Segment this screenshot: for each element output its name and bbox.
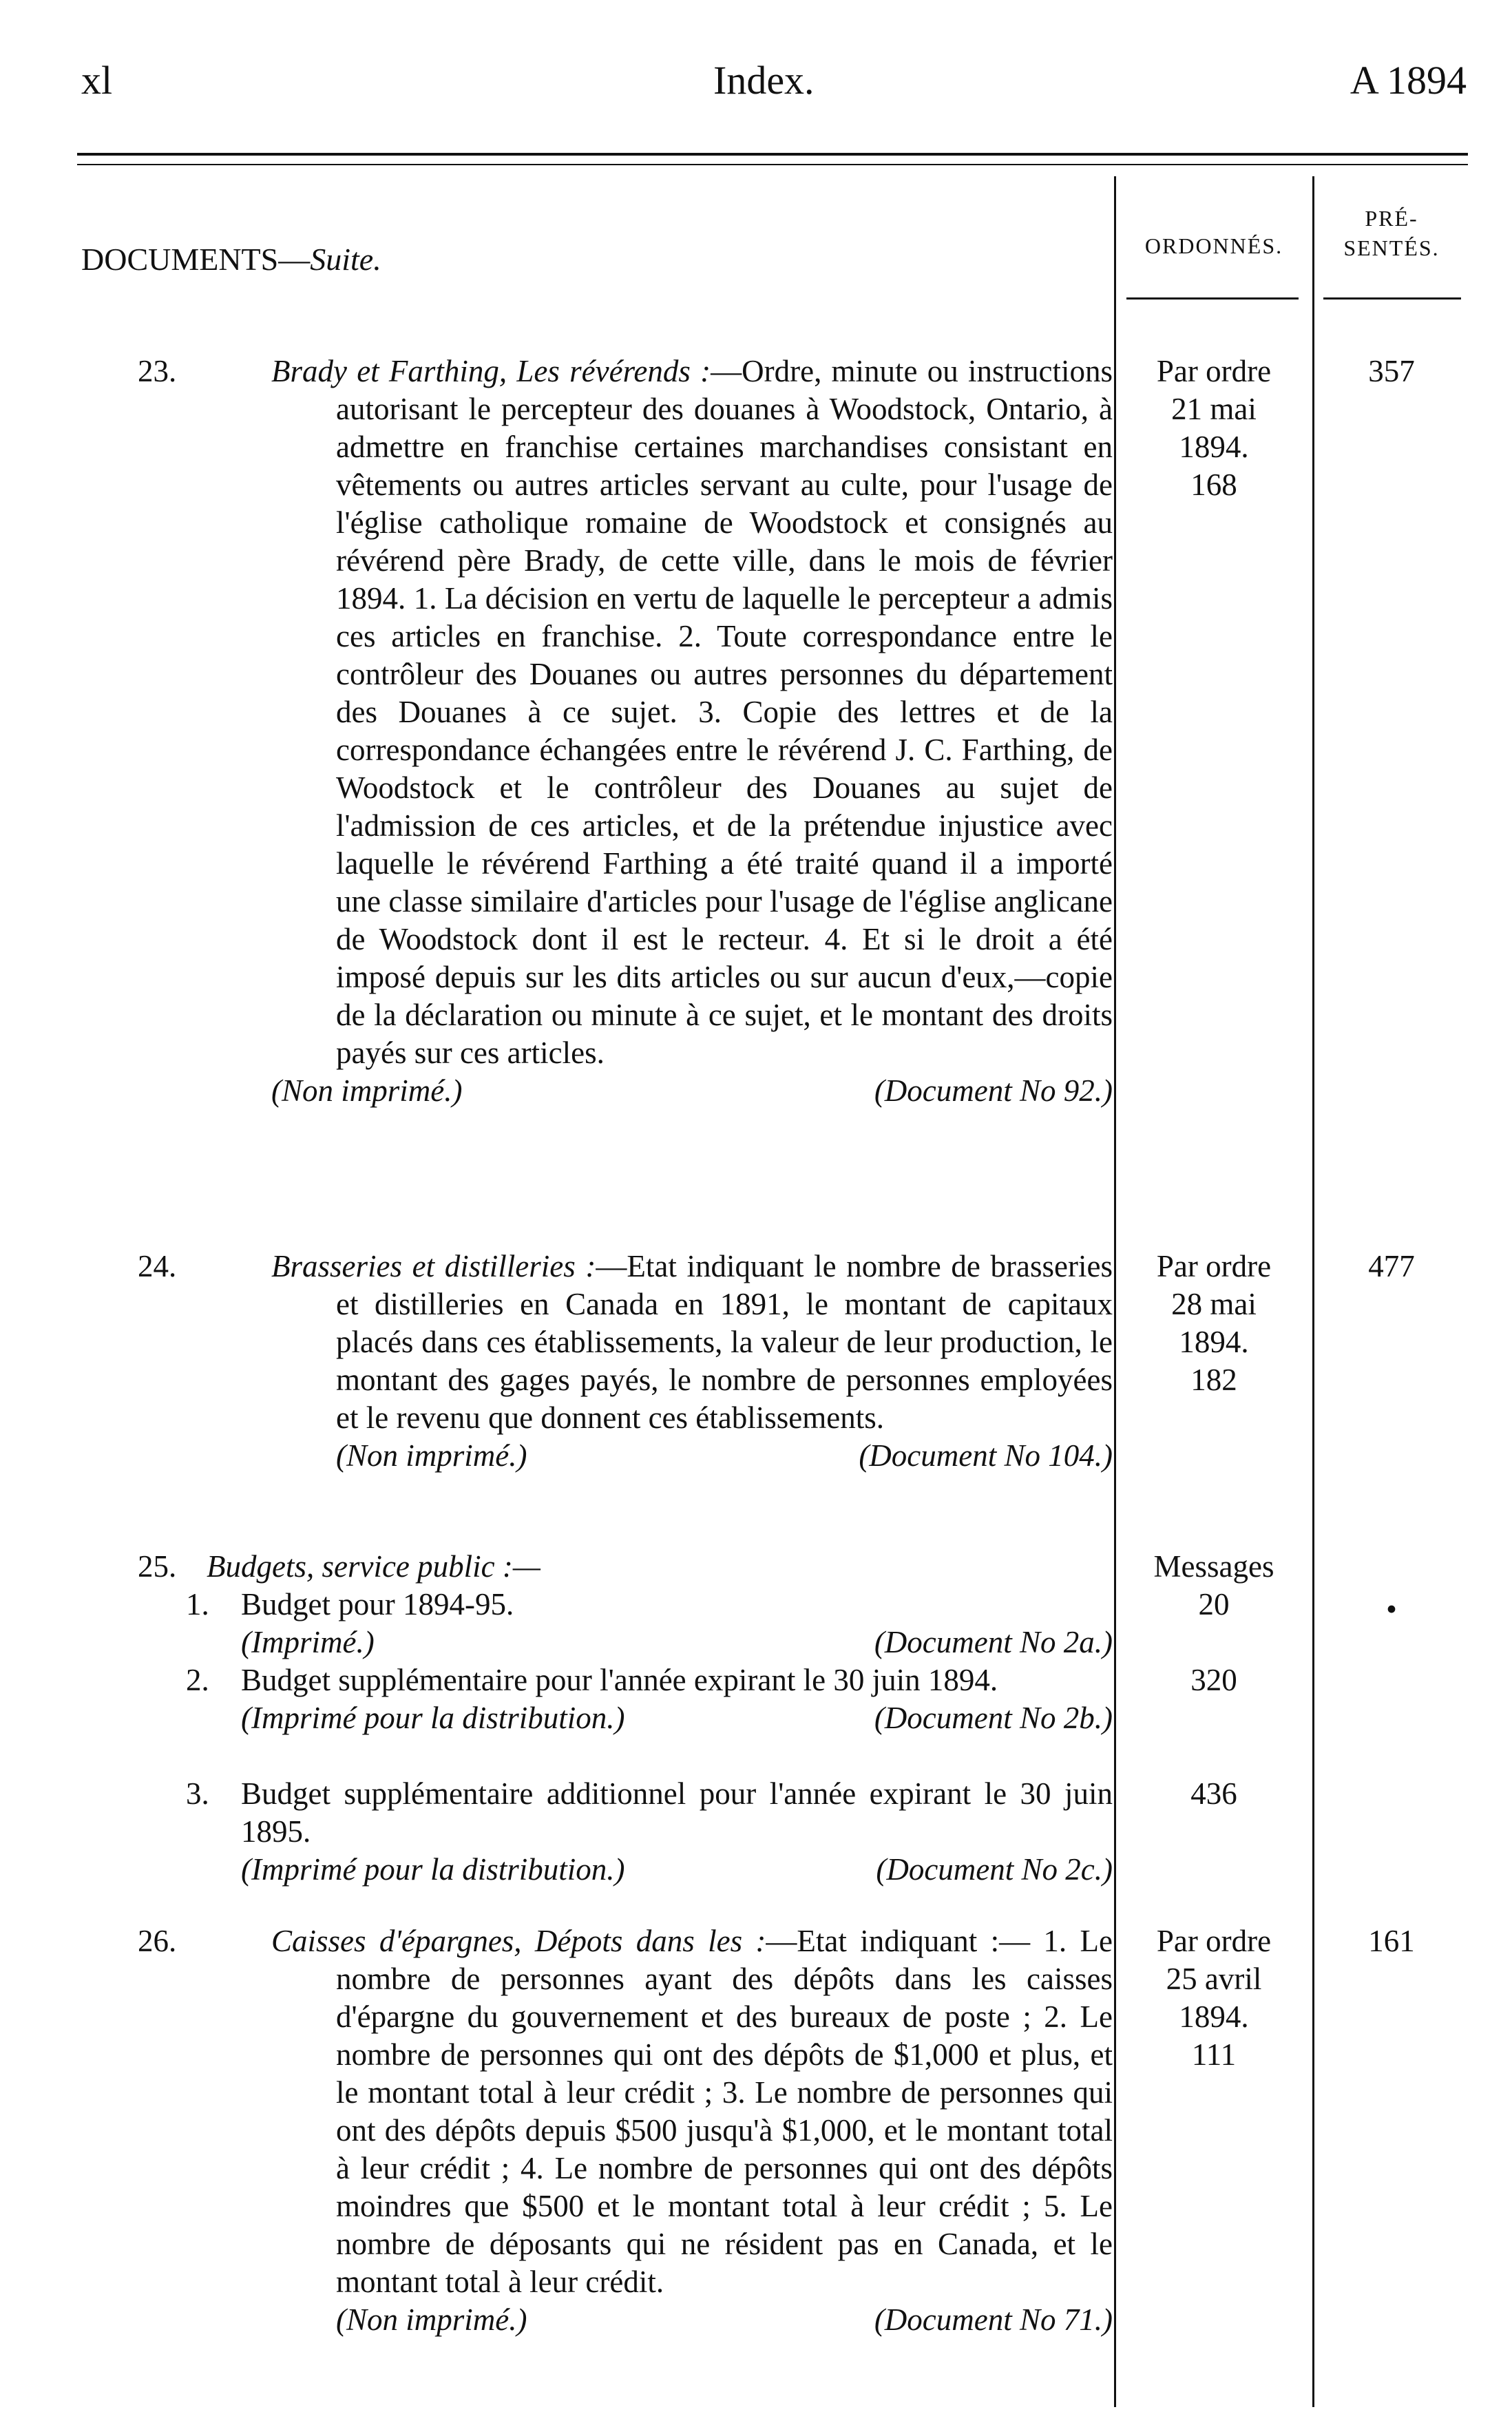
entry-description xyxy=(207,353,1113,1110)
item-reference xyxy=(241,1624,1113,1661)
volume-year: A 1894 xyxy=(1350,58,1467,103)
column-divider xyxy=(1114,176,1116,2407)
item-document: (Document No 2c.) xyxy=(876,1852,1113,1887)
entry-ordonnes xyxy=(1117,1922,1311,2074)
ordonnes-line: 1894. xyxy=(1179,1999,1249,2034)
entry-note: (Non imprimé.) xyxy=(271,1073,463,1108)
item-reference xyxy=(241,1851,1113,1889)
item-ordonnes: 320 xyxy=(1190,1663,1237,1697)
ordonnes-line: 182 xyxy=(1190,1363,1237,1397)
ordonnes-line: Par ordre xyxy=(1156,1249,1272,1283)
ordonnes-line: 28 mai xyxy=(1171,1287,1257,1321)
item-ordonnes: 20 xyxy=(1198,1587,1230,1621)
column-header-presentes-line2: SENTÉS. xyxy=(1343,235,1440,261)
entry-ordonnes-head: Messages xyxy=(1153,1549,1274,1584)
item-document: (Document No 2a.) xyxy=(874,1625,1113,1659)
item-reference xyxy=(241,1699,1113,1737)
item-text: Budget supplémentaire additionnel pour l'année expirant le 30 juin 1895. xyxy=(241,1776,1113,1849)
item-description xyxy=(241,1586,1113,1661)
entry-title: Brady et Farthing, Les révérends : xyxy=(271,354,711,388)
item-description xyxy=(241,1775,1113,1889)
section-title xyxy=(81,241,381,277)
column-header-rule xyxy=(1323,297,1461,300)
page-number: xl xyxy=(81,58,113,103)
ordonnes-line: Par ordre xyxy=(1156,1924,1272,1958)
entry-title: Budgets, service public :— xyxy=(207,1549,540,1584)
entry-text: —Etat indiquant :— 1. Le nombre de personnes ayant des dépôts dans les caisses d'épargne du gouvernement et des bureaux de poste ; 2. Le nombre de personnes qui ont des dépôts de $1,000 et plus, et le montant total à leur crédit ; 3. Le nombre de personnes qui ont des dépôts depuis $500 jusqu'à $1,000, et le montant total à leur crédit ; 4. Le nombre de personnes qui ont des dépôts moindres que $500 et le montant total à leur crédit ; 5. Le nombre de déposants qui ne résident pas en Canada, et le montant total à leur crédit. xyxy=(336,1924,1113,2299)
entry-presentes: • xyxy=(1386,1592,1397,1626)
entry-presentes: 357 xyxy=(1368,354,1415,388)
column-header-ordonnes: ORDONNÉS. xyxy=(1144,233,1283,258)
entry-number: 25. xyxy=(138,1549,177,1584)
section-title-main: DOCUMENTS— xyxy=(81,242,311,277)
entry-note: (Non imprimé.) xyxy=(336,2302,527,2337)
entry-note: (Non imprimé.) xyxy=(336,1438,527,1473)
entry-ordonnes xyxy=(1117,353,1311,504)
ordonnes-line: 1894. xyxy=(1179,430,1249,464)
item-number: 1. xyxy=(186,1587,209,1621)
entry-number: 26. xyxy=(138,1924,177,1958)
ordonnes-line: 1894. xyxy=(1179,1325,1249,1359)
budget-item-2 xyxy=(186,1661,1113,1737)
item-text: Budget supplémentaire pour l'année expirant le 30 juin 1894. xyxy=(241,1663,998,1697)
entry-reference xyxy=(336,2301,1113,2339)
budget-item-1 xyxy=(186,1586,1113,1661)
entry-presentes: 161 xyxy=(1368,1924,1415,1958)
column-divider xyxy=(1312,176,1314,2407)
column-header-presentes-line1: PRÉ- xyxy=(1365,206,1418,231)
entry-document: (Document No 92.) xyxy=(874,1073,1113,1108)
ordonnes-line: 111 xyxy=(1191,2037,1237,2072)
item-note: (Imprimé pour la distribution.) xyxy=(241,1852,625,1887)
ordonnes-line: Par ordre xyxy=(1156,354,1272,388)
header-rule xyxy=(77,153,1468,156)
item-document: (Document No 2b.) xyxy=(874,1701,1113,1735)
ordonnes-line: 168 xyxy=(1190,468,1237,502)
item-description xyxy=(241,1661,1113,1737)
ordonnes-line: 25 avril xyxy=(1166,1962,1262,1996)
entry-text: —Etat indiquant le nombre de brasseries et distilleries en Canada en 1891, le montant de capitaux placés dans ces établissements, la valeur de leur production, le montant des gages payés, le nombre de personnes employées et le revenu que donnent ces établissements. xyxy=(336,1249,1113,1435)
budget-item-3 xyxy=(186,1775,1113,1889)
running-title: Index. xyxy=(713,58,815,103)
column-header-presentes xyxy=(1315,204,1468,263)
column-header-rule xyxy=(1126,297,1299,300)
item-number: 3. xyxy=(186,1776,209,1811)
item-ordonnes: 436 xyxy=(1190,1776,1237,1811)
entry-reference xyxy=(336,1437,1113,1475)
entry-description xyxy=(207,1248,1113,1475)
entry-title: Brasseries et distilleries : xyxy=(271,1249,596,1283)
entry-reference xyxy=(271,1072,1113,1110)
entry-document: (Document No 104.) xyxy=(859,1438,1113,1473)
entry-number: 23. xyxy=(138,354,177,388)
entry-description xyxy=(207,1922,1113,2339)
entry-presentes: 477 xyxy=(1368,1249,1415,1283)
ordonnes-line: 21 mai xyxy=(1171,392,1257,426)
item-number: 2. xyxy=(186,1663,209,1697)
entry-title: Caisses d'épargnes, Dépots dans les : xyxy=(271,1924,766,1958)
item-text: Budget pour 1894-95. xyxy=(241,1587,514,1621)
entry-ordonnes xyxy=(1117,1248,1311,1399)
header-rule-thin xyxy=(77,164,1468,165)
entry-text: —Ordre, minute ou instructions autorisant le percepteur des douanes à Woodstock, Ontario, à admettre en franchise certaines marchandises consistant en vêtements ou autres articles servant au culte, pour l'usage de l'église catholique romaine de Woodstock et consignés au révérend père Brady, de cette ville, dans le mois de février 1894. 1. La décision en vertu de laquelle le percepteur a admis ces articles en franchise. 2. Toute correspondance entre le contrôleur des Douanes ou autres personnes du département des Douanes à ce sujet. 3. Copie des lettres et de la correspondance échangées entre le révérend J. C. Farthing, de Woodstock et le contrôleur des Douanes au sujet de l'admission de ces articles, et de la prétendue injustice avec laquelle le révérend Farthing a été traité quand il a importé une classe similaire d'articles pour l'usage de l'église anglicane de Woodstock dont il est le recteur. 4. Et si le droit a été imposé depuis sur les dits articles ou sur aucun d'eux,—copie de la déclaration ou minute à ce sujet, et le montant des droits payés sur ces articles. xyxy=(336,354,1113,1070)
item-note: (Imprimé.) xyxy=(241,1625,375,1659)
entry-number: 24. xyxy=(138,1249,177,1283)
section-title-suffix: Suite. xyxy=(310,242,381,277)
item-note: (Imprimé pour la distribution.) xyxy=(241,1701,625,1735)
entry-document: (Document No 71.) xyxy=(874,2302,1113,2337)
